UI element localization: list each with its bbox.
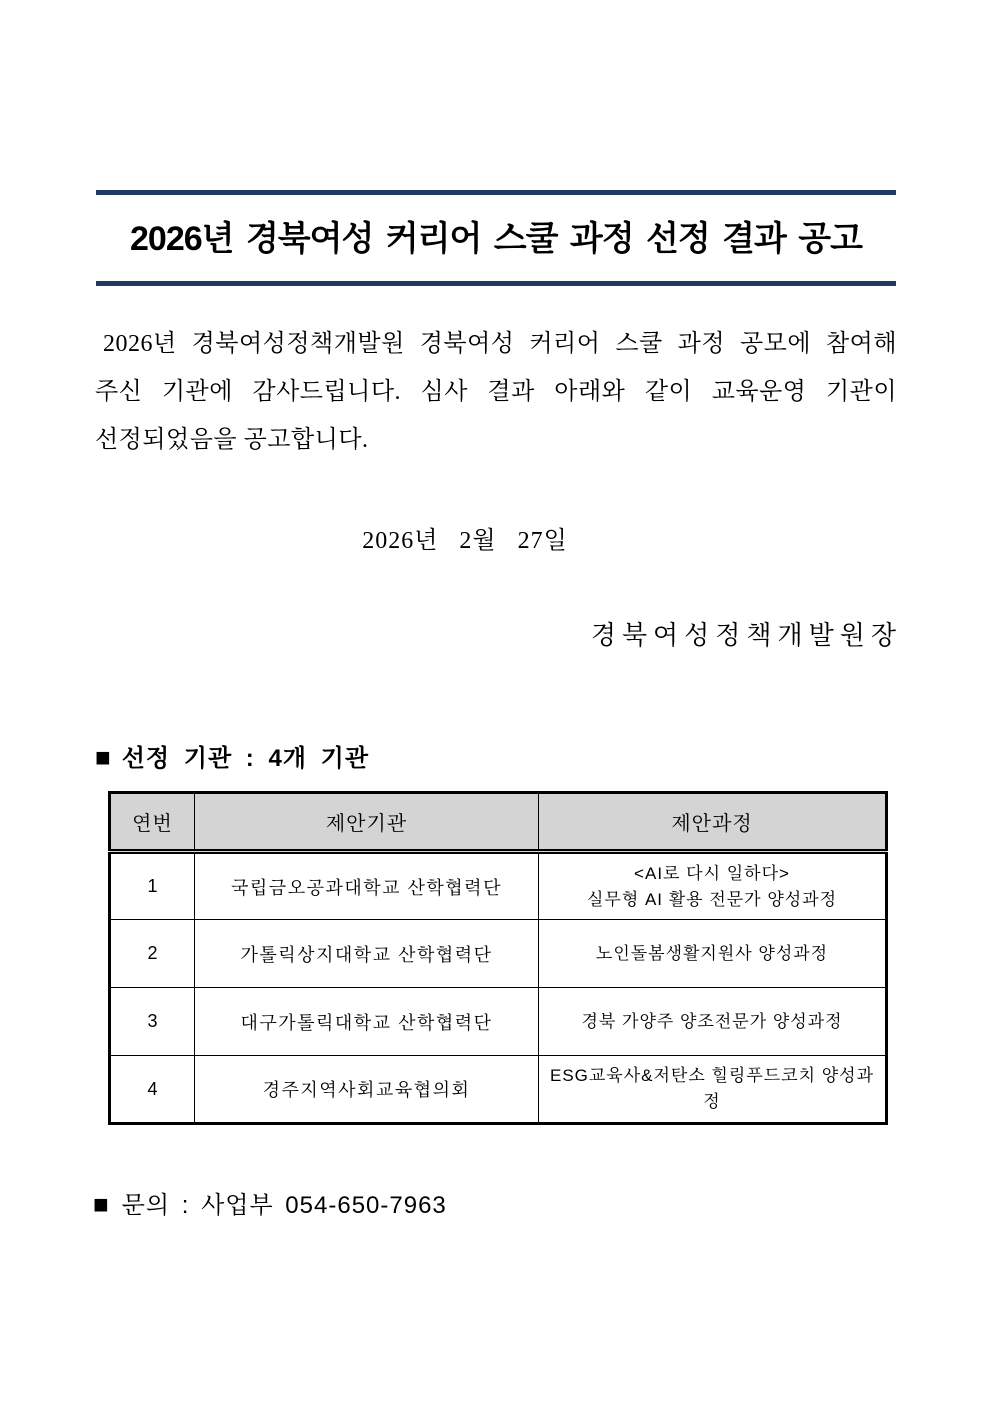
square-bullet-icon: ■ — [95, 742, 112, 772]
body-line-2: 주신 기관에 감사드립니다. 심사 결과 아래와 같이 교육운영 기관이 — [95, 379, 897, 405]
column-header-organization: 제안기관 — [195, 793, 539, 852]
body-line-3: 선정되었음을 공고합니다. — [95, 427, 369, 453]
table-header-row — [110, 793, 887, 852]
section-heading-label: 선정 기관 : 4개 기관 — [121, 745, 370, 772]
row-number: 3 — [110, 988, 195, 1056]
table-row — [110, 920, 887, 988]
date-line: 2026년 2월 27일 — [362, 528, 568, 554]
course-name — [539, 852, 887, 920]
organization-name: 대구가톨릭대학교 산학협력단 — [195, 988, 539, 1056]
course-line-1: <AI로 다시 일하다> — [634, 863, 790, 883]
organization-name: 국립금오공과대학교 산학협력단 — [195, 852, 539, 920]
body-paragraph — [95, 320, 897, 464]
table-row — [110, 852, 887, 920]
organization-name: 경주지역사회교육협의회 — [195, 1056, 539, 1124]
row-number: 4 — [110, 1056, 195, 1124]
table-row — [110, 1056, 887, 1124]
column-header-course: 제안과정 — [539, 793, 887, 852]
course-name: 경북 가양주 양조전문가 양성과정 — [539, 988, 887, 1056]
document-title: 2026년 경북여성 커리어 스쿨 과정 선정 결과 공고 — [130, 220, 862, 258]
section-heading — [95, 738, 992, 773]
contact-line — [93, 1185, 992, 1220]
square-bullet-icon: ■ — [93, 1189, 110, 1219]
row-number: 2 — [110, 920, 195, 988]
course-name: ESG교육사&저탄소 힐링푸드코치 양성과정 — [539, 1056, 887, 1124]
course-name: 노인돌봄생활지원사 양성과정 — [539, 920, 887, 988]
selection-table — [108, 791, 888, 1125]
column-header-no: 연번 — [110, 793, 195, 852]
row-number: 1 — [110, 852, 195, 920]
table-row — [110, 988, 887, 1056]
course-line-2: 실무형 AI 활용 전문가 양성과정 — [586, 889, 838, 909]
body-line-1: 2026년 경북여성정책개발원 경북여성 커리어 스쿨 과정 공모에 참여해 — [103, 331, 897, 357]
organization-name: 가톨릭상지대학교 산학협력단 — [195, 920, 539, 988]
signature-line: 경북여성정책개발원장 — [590, 621, 902, 650]
title-banner — [96, 190, 896, 286]
contact-label: 문의 : 사업부 054-650-7963 — [121, 1192, 447, 1219]
